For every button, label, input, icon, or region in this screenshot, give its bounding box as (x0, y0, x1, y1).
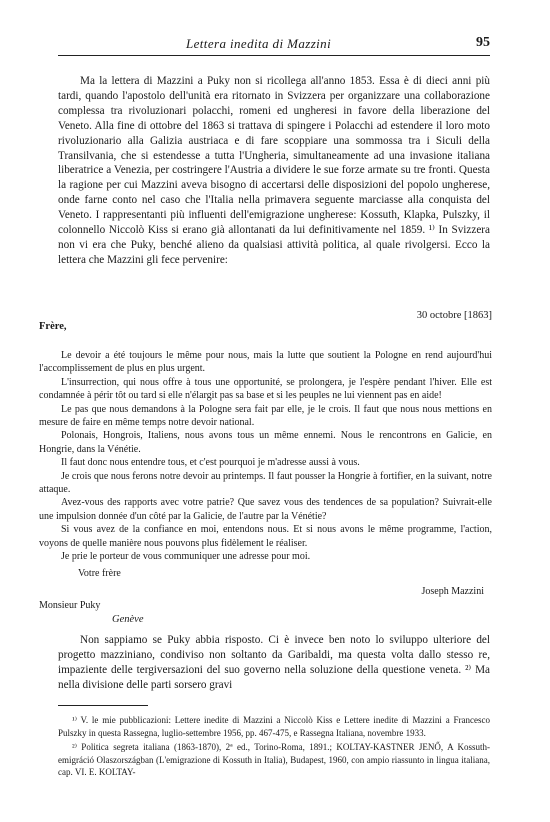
running-title: Lettera inedita di Mazzini (186, 36, 332, 51)
closing-section (58, 633, 490, 693)
footnote-1: ¹⁾ V. le mie pubblicazioni: Lettere inedite di Mazzini a Niccolò Kiss e Lettere inedite di Mazzini a Francesco Pulszky in questa Rassegna, luglio-settembre 1956, pp. 467-475, e Rassegna Italiana, novembre 1933. (58, 715, 490, 738)
letter-sign-off: Votre frère (78, 568, 121, 579)
letter-body (39, 349, 492, 564)
letter-date: 30 octobre [1863] (416, 310, 492, 321)
letter-paragraph: Il faut donc nous entendre tous, et c'est pourquoi je m'adresse aussi à vous. (61, 457, 360, 469)
letter-paragraph: Le devoir a été toujours le même pour nous, mais la lutte que soutient la Pologne en rend aujourd'hui l'accomplissement de plus en plus urgent. (39, 350, 492, 375)
letter-signature: Joseph Mazzini (421, 586, 484, 597)
page-number: 95 (476, 35, 490, 50)
header-rule (58, 55, 490, 56)
letter-paragraph: Le pas que nous demandons à la Pologne sera fait par elle, je le crois. Il faut que nous nous mettions en mesure de faire en même temps notre devoir national. (39, 403, 492, 429)
footnote-2: ²⁾ Politica segreta italiana (1863-1870), 2ª ed., Torino-Roma, 1891.; KOLTAY-KASTNER JENŐ, A Kossuth-emigráció Olaszországban (L'emigrazione di Kossuth in Italia), Budapest, 1960, con ampio riassunto in lingua italiana, cap. VI. E. KOLTAY- (58, 742, 490, 778)
letter-paragraph: Je crois que nous ferons notre devoir au printemps. Il faut pousser la Hongrie à fortifier, en la suivant, notre attaque. (39, 470, 492, 496)
footnotes (58, 714, 490, 781)
letter-paragraph: Si vous avez de la confiance en moi, entendons nous. Et si nous avons le même programme, l'action, voyons de quelle manière nous pouvons plus fidèlement le réaliser. (39, 524, 492, 549)
intro-section (58, 74, 490, 268)
intro-paragraph: Ma la lettera di Mazzini a Puky non si ricollega all'anno 1853. Essa è di dieci anni più tardi, quando l'apostolo dell'unità era ritornato in Svizzera per organizzare una collaborazione complessa tra rivoluzionari polacchi, romeni ed ungheresi in favore della liberazione del Veneto. Alla fine di ottobre del 1863 si trattava di spingere i Polacchi ad estendere il loro moto rivoluzionario alla Galizia austriaca e di fare scoppiare una sommossa tra i Siculi della Transilvania, che si estendesse a tutta l'Ungheria, simultaneamente ad una invasione italiana liberatrice a Venezia, per costringere l'Austria a dividere le sue forze armate su tre fronti. Questa la ragione per cui Mazzini aveva bisogno di accertarsi delle disposizioni del popolo ungherese, onde farne conto nel caso che l'Italia nella primavera seguente marciasse alla conquista del Veneto. I rappresentanti più influenti dell'emigrazione ungherese: Kossuth, Klapka, Pulszky, il colonnello Niccolò Kiss si erano già allontanati da lui definitivamente nel 1859. ¹⁾ In Svizzera non vi era che Puky, benché alieno da qualsiasi attività politica, al quale rivolgersi. Ecco la lettera che Mazzini gli fece pervenire: (58, 75, 490, 266)
letter-salutation: Frère, (39, 321, 67, 332)
letter-paragraph: Polonais, Hongrois, Italiens, nous avons tous un même ennemi. Nous le rencontrons en Galicie, en Hongrie, dans la Vénétie. (39, 430, 492, 455)
running-header (58, 36, 490, 56)
letter-paragraph: Je prie le porteur de vous communiquer une adresse pour moi. (61, 551, 311, 563)
letter-paragraph: Avez-vous des rapports avec votre patrie? Que savez vous des tendences de sa population? Suivrait-elle une impulsion donnée d'un côté par la Galicie, de l'autre par la Vénétie? (39, 497, 492, 522)
footnote-rule (58, 705, 148, 706)
closing-paragraph: Non sappiamo se Puky abbia risposto. Ci è invece ben noto lo sviluppo ulteriore del progetto mazziniano, condiviso non soltanto da Garibaldi, ma questa volta dallo stesso re, impaziente delle tergiversazioni del suo governo nella soluzione della questione veneta. ²⁾ Ma nella divisione delle parti sorsero gravi (58, 634, 490, 691)
letter-address-city: Genève (112, 614, 144, 625)
letter-address-name: Monsieur Puky (39, 600, 101, 611)
letter-paragraph: L'insurrection, qui nous offre à tous une opportunité, se prolongera, je l'espère pendant l'hiver. Elle est condamnée à périr tôt ou tard si elle n'élargit pas sa base et si les peuples ne lui viennent pas en aide! (39, 376, 492, 402)
